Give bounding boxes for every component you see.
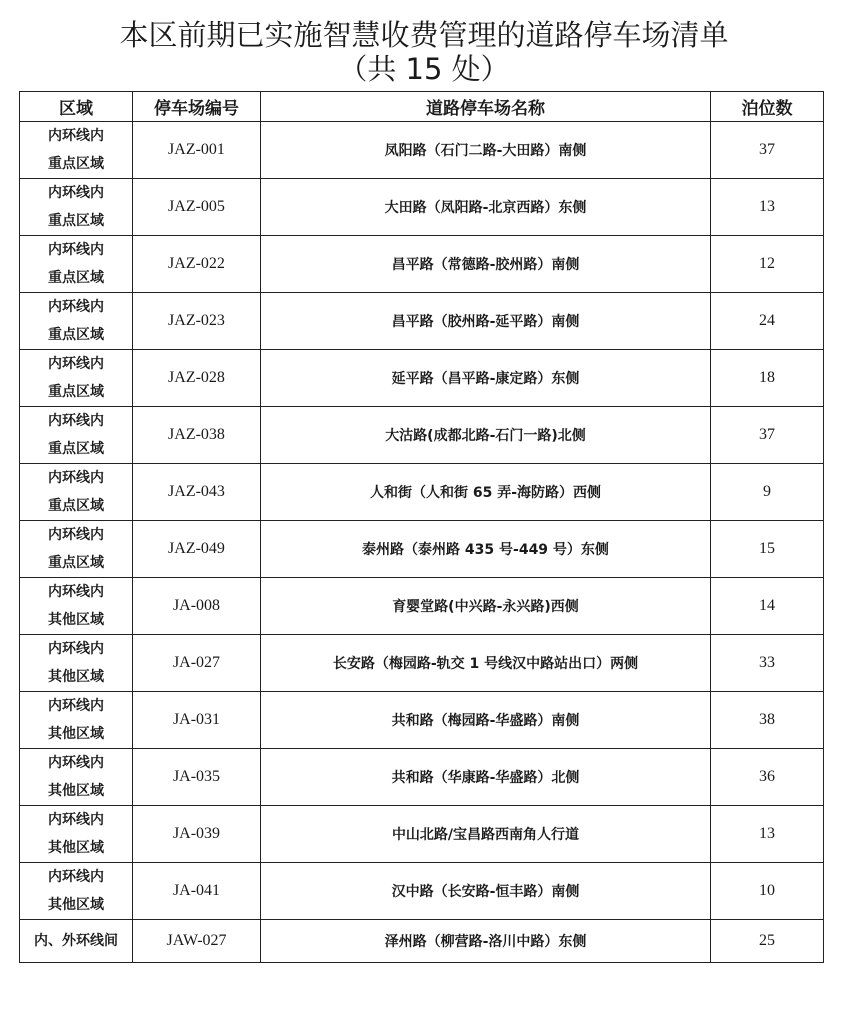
code-cell: JAZ-023 xyxy=(133,293,261,350)
parking-lot-table xyxy=(19,91,824,963)
table-row xyxy=(20,578,824,635)
region-cell: 内环线内 重点区域 xyxy=(20,293,133,350)
name-cell: 大沽路(成都北路-石门一路)北侧 xyxy=(261,407,711,464)
region-cell: 内环线内 重点区域 xyxy=(20,407,133,464)
region-cell: 内环线内 其他区域 xyxy=(20,692,133,749)
count-cell: 18 xyxy=(711,350,824,407)
region-cell: 内环线内 重点区域 xyxy=(20,521,133,578)
count-cell: 10 xyxy=(711,863,824,920)
region-cell: 内环线内 其他区域 xyxy=(20,863,133,920)
table-header-row xyxy=(20,92,824,122)
region-cell: 内环线内 重点区域 xyxy=(20,350,133,407)
name-cell: 泽州路（柳营路-洛川中路）东侧 xyxy=(261,920,711,963)
name-cell: 共和路（华康路-华盛路）北侧 xyxy=(261,749,711,806)
table-row xyxy=(20,920,824,963)
table-row xyxy=(20,236,824,293)
name-cell: 育婴堂路(中兴路-永兴路)西侧 xyxy=(261,578,711,635)
header-code: 停车场编号 xyxy=(133,92,261,122)
table-row xyxy=(20,863,824,920)
count-cell: 13 xyxy=(711,179,824,236)
code-cell: JAW-027 xyxy=(133,920,261,963)
header-region: 区域 xyxy=(20,92,133,122)
page-subtitle: （共 15 处） xyxy=(338,52,510,86)
code-cell: JA-008 xyxy=(133,578,261,635)
count-cell: 33 xyxy=(711,635,824,692)
table-row xyxy=(20,749,824,806)
region-cell: 内环线内 重点区域 xyxy=(20,464,133,521)
count-cell: 37 xyxy=(711,122,824,179)
region-cell: 内、外环线间 xyxy=(20,920,133,963)
count-cell: 13 xyxy=(711,806,824,863)
code-cell: JAZ-022 xyxy=(133,236,261,293)
table-row xyxy=(20,122,824,179)
code-cell: JAZ-049 xyxy=(133,521,261,578)
code-cell: JAZ-001 xyxy=(133,122,261,179)
name-cell: 昌平路（胶州路-延平路）南侧 xyxy=(261,293,711,350)
name-cell: 泰州路（泰州路 435 号-449 号）东侧 xyxy=(261,521,711,578)
table-row xyxy=(20,179,824,236)
region-cell: 内环线内 其他区域 xyxy=(20,749,133,806)
page-title: 本区前期已实施智慧收费管理的道路停车场清单 xyxy=(119,18,729,52)
code-cell: JAZ-043 xyxy=(133,464,261,521)
region-cell: 内环线内 其他区域 xyxy=(20,578,133,635)
table-row xyxy=(20,635,824,692)
region-cell: 内环线内 重点区域 xyxy=(20,122,133,179)
count-cell: 36 xyxy=(711,749,824,806)
count-cell: 37 xyxy=(711,407,824,464)
code-cell: JA-031 xyxy=(133,692,261,749)
code-cell: JA-041 xyxy=(133,863,261,920)
name-cell: 汉中路（长安路-恒丰路）南侧 xyxy=(261,863,711,920)
table-row xyxy=(20,464,824,521)
table-row xyxy=(20,806,824,863)
name-cell: 人和街（人和街 65 弄-海防路）西侧 xyxy=(261,464,711,521)
code-cell: JAZ-038 xyxy=(133,407,261,464)
name-cell: 中山北路/宝昌路西南角人行道 xyxy=(261,806,711,863)
name-cell: 延平路（昌平路-康定路）东侧 xyxy=(261,350,711,407)
table-row xyxy=(20,692,824,749)
name-cell: 凤阳路（石门二路-大田路）南侧 xyxy=(261,122,711,179)
count-cell: 14 xyxy=(711,578,824,635)
region-cell: 内环线内 其他区域 xyxy=(20,635,133,692)
region-cell: 内环线内 重点区域 xyxy=(20,236,133,293)
count-cell: 38 xyxy=(711,692,824,749)
count-cell: 9 xyxy=(711,464,824,521)
table-row xyxy=(20,293,824,350)
name-cell: 大田路（凤阳路-北京西路）东侧 xyxy=(261,179,711,236)
name-cell: 昌平路（常德路-胶州路）南侧 xyxy=(261,236,711,293)
code-cell: JA-039 xyxy=(133,806,261,863)
region-cell: 内环线内 其他区域 xyxy=(20,806,133,863)
count-cell: 25 xyxy=(711,920,824,963)
code-cell: JAZ-028 xyxy=(133,350,261,407)
region-cell: 内环线内 重点区域 xyxy=(20,179,133,236)
table-row xyxy=(20,350,824,407)
table-row xyxy=(20,407,824,464)
name-cell: 共和路（梅园路-华盛路）南侧 xyxy=(261,692,711,749)
code-cell: JA-027 xyxy=(133,635,261,692)
name-cell: 长安路（梅园路-轨交 1 号线汉中路站出口）两侧 xyxy=(261,635,711,692)
count-cell: 15 xyxy=(711,521,824,578)
table-row xyxy=(20,521,824,578)
count-cell: 12 xyxy=(711,236,824,293)
header-count: 泊位数 xyxy=(711,92,824,122)
header-name: 道路停车场名称 xyxy=(261,92,711,122)
code-cell: JAZ-005 xyxy=(133,179,261,236)
code-cell: JA-035 xyxy=(133,749,261,806)
count-cell: 24 xyxy=(711,293,824,350)
